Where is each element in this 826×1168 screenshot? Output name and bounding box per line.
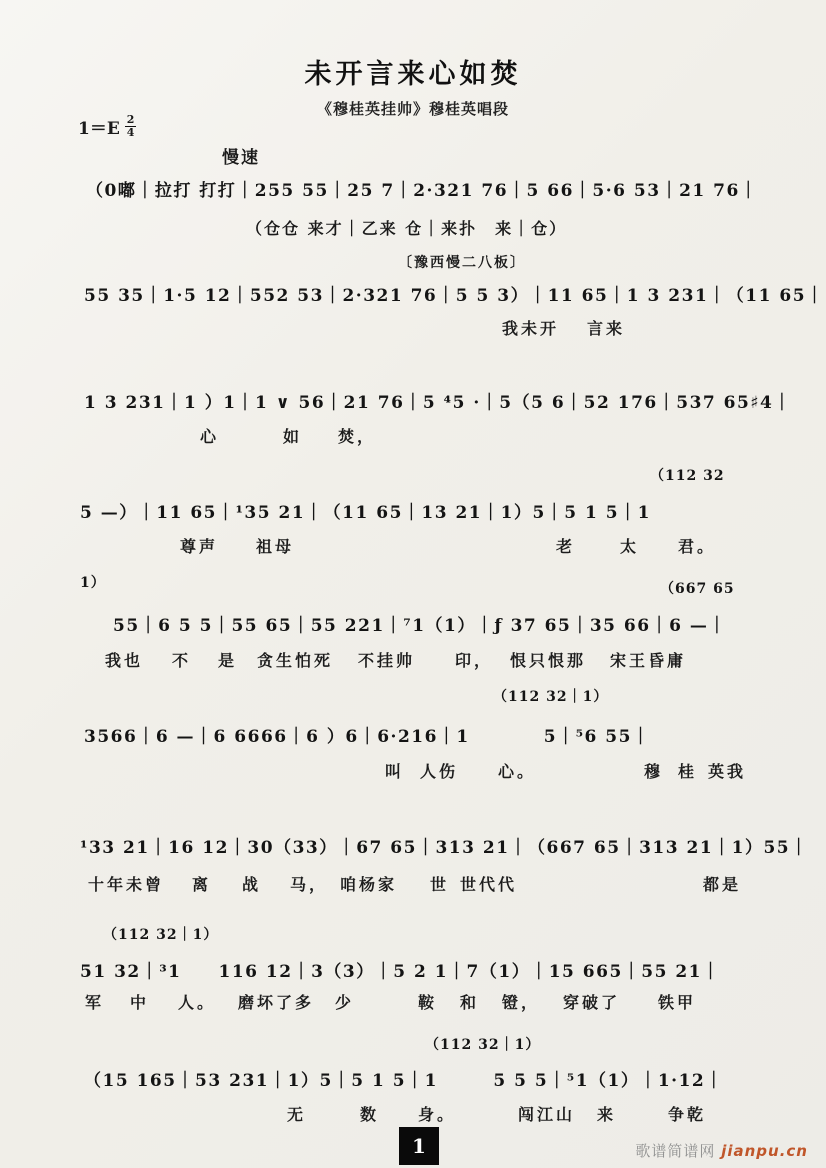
lyric-segment: 不: [172, 651, 192, 670]
lyric-segment: 来: [597, 1105, 617, 1124]
notation-line-5: 55｜6 5 5｜55 65｜55 221｜⁷1（1）｜ƒ 37 65｜35 66｜6 —｜: [113, 616, 727, 636]
lyric-segment: 君。: [678, 537, 717, 556]
lyric-segment: 世: [430, 875, 450, 894]
lyric-segment: 叫: [385, 762, 405, 781]
watermark-site-name: 歌谱简谱网: [635, 1142, 716, 1160]
notation-line-4: 5 —）｜11 65｜¹35 21｜（11 65｜13 21｜1）5｜5 1 5｜1: [80, 503, 651, 523]
lyric-segment: 人伤: [420, 762, 459, 781]
lyric-segment: 言来: [587, 319, 626, 338]
lyric-segment: 不挂帅: [358, 651, 416, 670]
lyric-segment: 恨只恨那: [510, 651, 587, 670]
lyric-segment: 桂: [678, 762, 698, 781]
notation-line-3: 1 3 231｜1 ）1｜1 ∨ 56｜21 76｜5 ⁴5 ·｜5（5 6｜52 176｜537 65♯4｜: [84, 393, 792, 413]
lyric-segment: 是: [218, 651, 238, 670]
pickup-phrase: （112 32｜1）: [493, 689, 609, 705]
lyric-segment: 穆: [644, 762, 664, 781]
watermark: [635, 1140, 808, 1161]
time-signature: [125, 114, 137, 138]
key-signature: [78, 114, 136, 139]
lyric-segment: 印，: [455, 651, 494, 670]
lyric-segment: 宋王昏庸: [610, 651, 687, 670]
lyric-segment: 人。: [178, 993, 217, 1012]
tempo-marking: 慢速: [222, 148, 260, 168]
lyric-segment: 铁甲: [658, 993, 697, 1012]
lyric-segment: 咱杨家: [340, 875, 398, 894]
lyric-segment: 世代代: [460, 875, 518, 894]
notation-line-9: （15 165｜53 231｜1）5｜5 1 5｜1 5 5 5｜⁵1（1）｜1·12｜: [84, 1071, 724, 1091]
lyric-segment: 中: [130, 993, 150, 1012]
lyric-segment: 都是: [703, 875, 742, 894]
notation-line-7: ¹33 21｜16 12｜30（33）｜67 65｜313 21｜（667 65｜313 21｜1）55｜: [80, 838, 809, 858]
pickup-phrase: （667 65: [660, 581, 735, 597]
lyric-segment: 太: [620, 537, 640, 556]
lyric-segment: 争乾: [668, 1105, 707, 1124]
lyric-segment: 英我: [708, 762, 747, 781]
lyric-segment: 穿破了: [563, 993, 621, 1012]
page-number-badge: [399, 1127, 439, 1165]
pickup-phrase: （112 32｜1）: [103, 927, 219, 943]
lyric-segment: 我也: [105, 651, 144, 670]
lyric-segment: 尊声: [180, 537, 219, 556]
lyric-segment: 马，: [290, 875, 329, 894]
time-numerator: 2: [126, 113, 135, 127]
lyric-segment: 祖母: [256, 537, 295, 556]
pickup-continuation: 1）: [80, 575, 106, 591]
lyric-segment: 心: [200, 427, 220, 446]
pickup-phrase: （112 32｜1）: [425, 1037, 541, 1053]
score-title: 未开言来心如焚: [304, 59, 522, 90]
percussion-syllables: （仓仓 来才｜乙来 仓｜来扑 来｜仓）: [246, 219, 568, 238]
lyric-segment: 贪生怕死: [257, 651, 334, 670]
lyric-segment: 我未开: [502, 319, 560, 338]
page-number: 1: [412, 1134, 426, 1158]
pickup-phrase: （112 32: [650, 468, 725, 484]
lyric-segment: 磨坏了多: [238, 993, 315, 1012]
lyric-segment: 如: [283, 427, 303, 446]
lyric-segment: 身。: [418, 1105, 457, 1124]
lyric-segment: 和: [460, 993, 480, 1012]
mode-section-label: 〔豫西慢二八板〕: [398, 255, 526, 271]
notation-line-6: 3566｜6 —｜6 6666｜6 ）6｜6·216｜1 5｜⁵6 55｜: [84, 727, 651, 747]
lyric-segment: 军: [85, 993, 105, 1012]
score-subtitle: 《穆桂英挂帅》穆桂英唱段: [316, 100, 509, 118]
key-label: 1＝E: [78, 119, 120, 139]
time-denominator: 4: [126, 126, 135, 139]
lyric-segment: 老: [556, 537, 576, 556]
lyric-segment: 心。: [498, 762, 537, 781]
watermark-brand: jianpu.cn: [721, 1142, 808, 1160]
lyric-segment: 镫，: [502, 993, 541, 1012]
notation-line-8: 51 32｜³1 116 12｜3（3）｜5 2 1｜7（1）｜15 665｜55 21｜: [80, 962, 721, 982]
lyric-segment: 焚，: [338, 427, 377, 446]
notation-line-2: 55 35｜1·5 12｜552 53｜2·321 76｜5 5 3）｜11 65｜1 3 231｜（11 65｜: [84, 286, 825, 306]
lyric-segment: 十年未曾: [88, 875, 165, 894]
lyric-segment: 数: [360, 1105, 380, 1124]
lyric-segment: 战: [242, 875, 262, 894]
lyric-segment: 鞍: [418, 993, 438, 1012]
notation-line-1: （0嘟｜拉打 打打｜255 55｜25 7｜2·321 76｜5 66｜5·6 53｜21 76｜: [86, 181, 759, 201]
lyric-segment: 无: [287, 1105, 307, 1124]
lyric-segment: 闯江山: [518, 1105, 576, 1124]
lyric-segment: 少: [335, 993, 355, 1012]
lyric-segment: 离: [192, 875, 212, 894]
